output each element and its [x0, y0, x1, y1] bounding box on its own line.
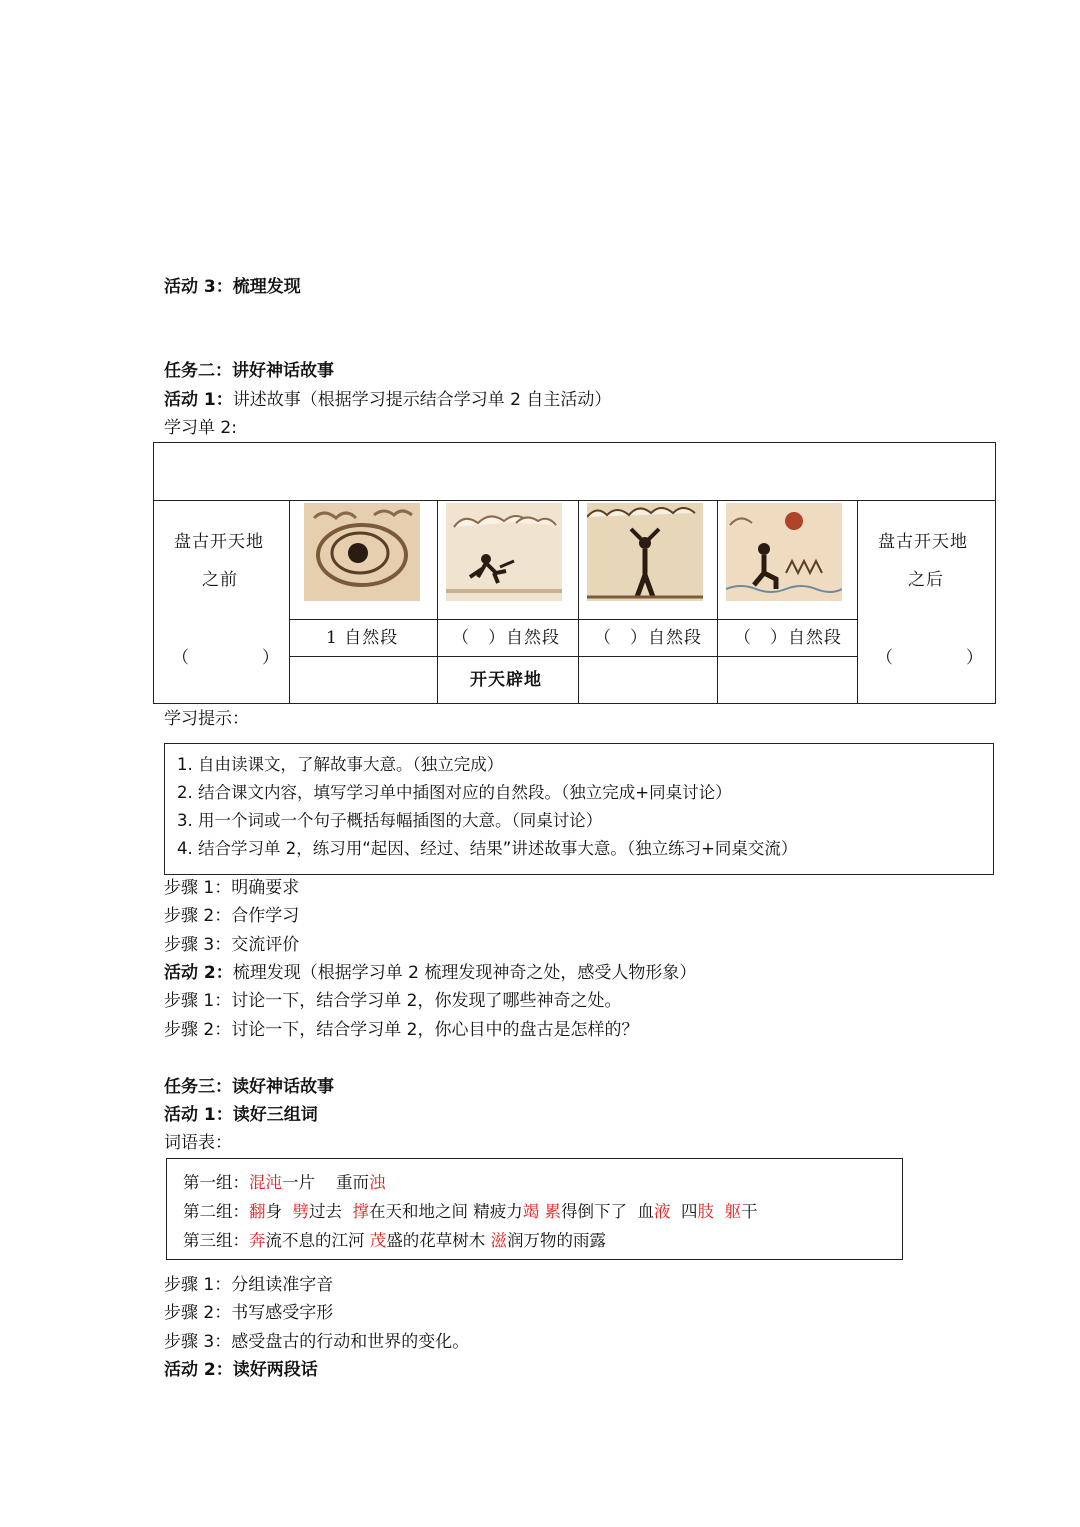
- vocab-red: 奔: [249, 1231, 266, 1250]
- vocab-text: 重而: [335, 1173, 369, 1192]
- after-label-line2: 之后: [908, 570, 944, 590]
- vocab-text: 四: [681, 1202, 698, 1221]
- vocab-red: 累: [544, 1202, 561, 1221]
- tip-item: 2. 结合课文内容，填写学习单中插图对应的自然段。（独立完成+同桌讨论）: [177, 783, 732, 802]
- vocab-text: 盛的花草树木: [386, 1231, 486, 1250]
- vocab-text: 得倒下了: [561, 1202, 627, 1221]
- after-label-line1: 盘古开天地: [878, 532, 968, 552]
- activity-text: 讲述故事（根据学习提示结合学习单 2 自主活动）: [232, 390, 612, 410]
- vocab-label: 词语表：: [164, 1133, 232, 1153]
- activity-label: 活动 2：: [164, 963, 233, 983]
- tip-item: 1. 自由读课文，了解故事大意。（独立完成）: [177, 755, 504, 774]
- step-item: 步骤 2：合作学习: [164, 906, 300, 926]
- vocab-text: 身: [265, 1202, 282, 1221]
- before-label-line1: 盘古开天地: [174, 532, 264, 552]
- group-label: 第三组：: [183, 1231, 249, 1250]
- step-item: 步骤 3：感受盘古的行动和世界的变化。: [164, 1332, 470, 1352]
- vocab-text: 精疲力: [473, 1202, 523, 1221]
- task-2-title: 任务二：讲好神话故事: [164, 361, 334, 381]
- vocab-box: [166, 1158, 903, 1260]
- vocab-red: 肢: [697, 1202, 714, 1221]
- task-2-activity-2: [164, 962, 696, 984]
- vocab-red: 浊: [368, 1173, 386, 1192]
- step-item: 步骤 2：书写感受字形: [164, 1303, 334, 1323]
- vocab-red: 滋: [490, 1231, 507, 1250]
- egg-icon: [304, 503, 420, 601]
- tip-item: 3. 用一个词或一个句子概括每幅插图的大意。（同桌讨论）: [177, 811, 603, 830]
- vocab-red: 茂: [369, 1231, 387, 1250]
- vocab-group-2: [183, 1198, 758, 1222]
- task-3-title: 任务三：读好神话故事: [164, 1077, 334, 1097]
- vocab-text: 血: [637, 1202, 654, 1221]
- step-item: 步骤 2：讨论一下，结合学习单 2，你心目中的盘古是怎样的？: [164, 1020, 639, 1040]
- tips-label: 学习提示：: [164, 709, 249, 729]
- step-item: 步骤 1：明确要求: [164, 878, 300, 898]
- vocab-red: 翻: [249, 1202, 266, 1221]
- activity-label: 活动 1：: [164, 390, 233, 410]
- learning-tips-box: [164, 743, 994, 875]
- group-label: 第二组：: [183, 1202, 249, 1221]
- vocab-red: 液: [654, 1202, 671, 1221]
- axe-icon: [446, 503, 562, 601]
- paragraph-label-4: （ ）自然段: [734, 628, 842, 648]
- group-label: 第一组：: [183, 1173, 249, 1192]
- step-item: 步骤 1：分组读准字音: [164, 1275, 334, 1295]
- task-2-activity-1: [164, 389, 611, 411]
- summary-2: 开天辟地: [470, 670, 542, 690]
- vocab-text: 一片: [282, 1173, 315, 1192]
- task-3-activity-2: 活动 2：读好两段话: [164, 1360, 318, 1380]
- kneel-icon: [726, 503, 842, 601]
- step-item: 步骤 1：讨论一下，结合学习单 2，你发现了哪些神奇之处。: [164, 991, 622, 1011]
- vocab-red: 劈: [292, 1202, 309, 1221]
- vocab-text: 在天和地之间: [369, 1202, 468, 1221]
- after-blank: （ ）: [876, 648, 984, 668]
- worksheet-label: 学习单 2:: [164, 418, 237, 438]
- giant-icon: [587, 503, 703, 601]
- vocab-text: 过去: [309, 1202, 342, 1221]
- vocab-red: 躯: [724, 1202, 741, 1221]
- vocab-red: 撑: [352, 1202, 369, 1221]
- before-label-line2: 之前: [202, 570, 238, 590]
- activity-3-heading: 活动 3：梳理发现: [164, 277, 301, 297]
- paragraph-label-1: 1 自然段: [326, 628, 399, 648]
- step-item: 步骤 3：交流评价: [164, 935, 300, 955]
- tip-item: 4. 结合学习单 2，练习用“起因、经过、结果”讲述故事大意。（独立练习+同桌交流）: [177, 839, 798, 858]
- worksheet-table: [153, 442, 996, 704]
- vocab-group-3: [183, 1227, 606, 1251]
- before-blank: （ ）: [172, 648, 280, 668]
- paragraph-label-3: （ ）自然段: [594, 628, 702, 648]
- vocab-red: 竭: [522, 1202, 540, 1221]
- vocab-text: 润万物的雨露: [507, 1231, 606, 1250]
- vocab-group-1: [183, 1169, 385, 1193]
- vocab-text: 流不息的江河: [265, 1231, 365, 1250]
- vocab-text: 干: [741, 1202, 758, 1221]
- task-3-activity-1: 活动 1：读好三组词: [164, 1105, 318, 1125]
- activity-text: 梳理发现（根据学习单 2 梳理发现神奇之处，感受人物形象）: [232, 963, 697, 983]
- vocab-red: 混沌: [249, 1173, 282, 1192]
- paragraph-label-2: （ ）自然段: [452, 628, 560, 648]
